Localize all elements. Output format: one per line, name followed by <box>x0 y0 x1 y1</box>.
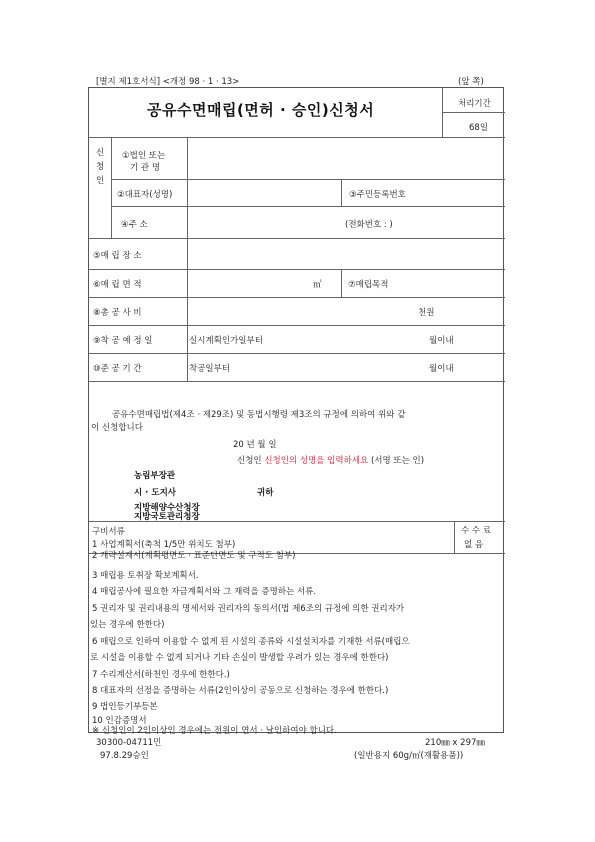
doc-item: 1 사업계획서(축척 1/5만 위치도 첨부) <box>92 540 236 550</box>
fee-value: 없 음 <box>464 540 484 550</box>
area-field[interactable] <box>189 272 319 294</box>
site-label: ⑤매 립 장 소 <box>93 251 142 261</box>
recipient-1: 농림부장관 <box>134 471 176 481</box>
start-date-unit: 월이내 <box>429 336 454 346</box>
completion-value: 착공일부터 <box>189 364 231 374</box>
paper-size: 210㎜ x 297㎜ <box>425 738 485 748</box>
cost-unit: 천원 <box>418 308 435 318</box>
doc-item: 7 수리계산서(하천인 경우에 한한다.) <box>92 670 230 680</box>
statement-line-2: 이 신청합니다 <box>91 423 143 433</box>
processing-period-label: 처리기간 <box>458 99 491 109</box>
doc-item: 4 매립공사에 필요한 자금계획서와 그 재력을 증명하는 서류. <box>92 587 317 597</box>
start-date-field[interactable] <box>319 328 419 350</box>
completion-field[interactable] <box>269 356 419 378</box>
doc-item: 3 매립용 토취장 확보계획서. <box>92 571 199 581</box>
corp-name-label: ①법인 또는 <box>122 151 166 161</box>
documents-heading: 구비서류 <box>92 527 125 537</box>
address-label: ④주 소 <box>121 220 148 230</box>
completion-label: ⑩준 공 기 간 <box>93 364 142 374</box>
corp-name-label-2: 기 관 명 <box>130 163 161 173</box>
date-line: 20 년 월 일 <box>233 440 277 450</box>
doc-item: 2 개략설계서(계획평면도 · 표준단면도 및 구적도 첨부) <box>92 551 296 561</box>
resident-no-label: ③주민등록번호 <box>349 190 406 200</box>
doc-item: 10 인감증명서 <box>92 716 147 726</box>
purpose-label: ⑦매립목적 <box>348 280 389 290</box>
start-date-label: ⑨착 공 예 정 일 <box>93 336 153 346</box>
approval-date: 97.8.29승인 <box>100 751 149 761</box>
cost-label: ⑧총 공 사 비 <box>93 308 142 318</box>
doc-item: 5 권리자 및 권리내용의 명세서와 권리자의 동의서(법 제6조의 규정에 의한 권리자가 <box>92 604 405 614</box>
recipient-honorific: 귀하 <box>257 488 274 498</box>
doc-item: 8 대표자의 선정을 증명하는 서류(2인이상이 공동으로 신청하는 경우에 한한다.) <box>92 686 389 696</box>
recipient-3: 지방해양수산청장 <box>134 503 200 513</box>
doc-item: 6 매립으로 인하여 이용할 수 없게 된 시설의 종류와 시설설치자를 기재한 서류(매립으 <box>92 637 410 647</box>
purpose-field[interactable] <box>407 272 501 294</box>
doc-item: 로 시설을 이용할 수 없게 되거나 기타 손실이 발생할 우려가 있는 경우에 한한다) <box>90 653 389 663</box>
corp-name-field[interactable] <box>189 141 501 175</box>
area-label: ⑥매 립 면 적 <box>93 280 142 290</box>
statement-line-1: 공유수면매립법(제4조 · 제29조) 및 동법시행령 제3조의 규정에 의하여 위와 같 <box>112 410 406 420</box>
recipient-2: 시 · 도지사 <box>134 488 176 498</box>
form-title: 공유수면매립(면허 · 승인)신청서 <box>147 101 375 119</box>
phone-label: (전화번호 : ) <box>345 220 393 230</box>
page-side: (앞 쪽) <box>458 77 484 87</box>
address-field[interactable] <box>189 210 339 234</box>
paper-spec: (일반용지 60g/㎡(재활용품)) <box>354 751 464 761</box>
doc-item: 있는 경우에 한한다) <box>90 620 165 630</box>
cost-field[interactable] <box>189 300 409 322</box>
doc-note: ※ 신청인이 2인이상인 경우에는 전원이 연서 · 날인하여야 합니다. <box>92 726 337 736</box>
applicant-signature-line: 신청인 신청인의 성명을 입력하세요 (서명 또는 인) <box>237 456 425 466</box>
doc-item: 9 법인등기부등본 <box>92 702 158 712</box>
site-field[interactable] <box>189 242 501 266</box>
applicant-name-input[interactable]: 신청인의 성명을 입력하세요 <box>264 456 369 466</box>
representative-field[interactable] <box>189 182 339 204</box>
processing-period-value: 68일 <box>469 123 489 133</box>
form-number: [별지 제1호서식] <개정 98 · 1 · 13> <box>96 77 240 87</box>
representative-label: ②대표자(성명) <box>117 190 173 200</box>
completion-unit: 월이내 <box>429 364 454 374</box>
area-unit: ㎡ <box>313 280 322 290</box>
resident-no-field[interactable] <box>429 182 503 204</box>
recipient-4: 지방국토관리청장 <box>134 512 200 522</box>
start-date-value: 실시계획인가일부터 <box>189 336 263 346</box>
application-form <box>88 87 504 736</box>
applicant-section-label: 신 청 인 <box>96 148 105 186</box>
fee-label: 수 수 료 <box>461 526 492 536</box>
form-code: 30300-04711민 <box>96 738 162 748</box>
